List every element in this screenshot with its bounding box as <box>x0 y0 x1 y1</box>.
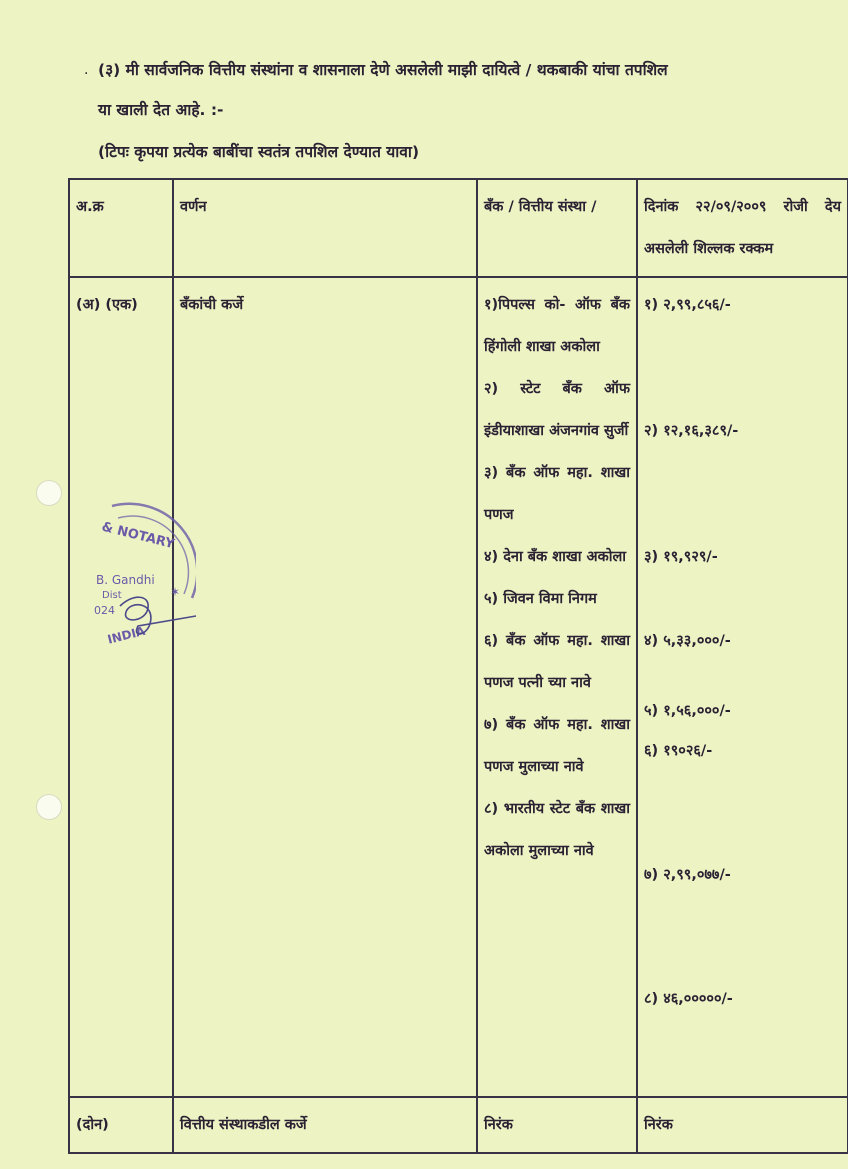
stamp-text-dist: Dist <box>102 590 122 601</box>
punch-hole <box>36 794 62 820</box>
table-header-row <box>69 179 848 277</box>
row-serial: (अ) (एक) <box>69 277 173 1097</box>
section-note: (टिपः कृपया प्रत्येक बाबींचा स्वतंत्र तपशिल देण्यात यावा) <box>98 143 420 161</box>
amount-entry: २) १२,१६,३८९/- <box>644 423 739 439</box>
table-row <box>69 277 848 1097</box>
amount-entry: १) २,९९,८५६/- <box>644 297 731 313</box>
row-description: वित्तीय संस्थाकडील कर्जे <box>173 1097 477 1153</box>
stamp-text-bottom: INDIA <box>106 623 147 647</box>
row-bank: निरंक <box>477 1097 637 1153</box>
bank-entry: २) स्टेट बँक ऑफ इंडीयाशाखा अंजनगांव सुर्जी <box>484 381 630 439</box>
bullet-dot: · <box>84 66 89 82</box>
row-serial: (दोन) <box>69 1097 173 1153</box>
stamp-text-mid: B. Gandhi <box>96 573 155 587</box>
header-bank: बँक / वित्तीय संस्था / <box>477 179 637 277</box>
bank-entry: ५) जिवन विमा निगम <box>484 591 597 607</box>
notary-stamp <box>92 498 196 654</box>
bank-entry: ४) देना बँक शाखा अकोला <box>484 549 627 565</box>
amount-list-cell <box>637 277 848 1097</box>
amount-entry: ५) १,५६,०००/- <box>644 703 731 719</box>
punch-hole <box>36 480 62 506</box>
row-description: बँकांची कर्जे <box>173 277 477 1097</box>
amount-entry: ६) १९०२६/- <box>644 743 713 759</box>
bank-list-cell <box>477 277 637 1097</box>
stamp-star: ✶ <box>170 585 181 599</box>
amount-entry: ८) ४६,०००००/- <box>644 991 733 1007</box>
bank-entry: ३) बँक ऑफ महा. शाखा पणज <box>484 465 630 523</box>
stamp-text-num: 024 <box>94 604 115 617</box>
liabilities-table <box>68 178 848 1154</box>
stamp-text-top: & NOTARY <box>99 519 176 553</box>
bank-entry: ७) बँक ऑफ महा. शाखा पणज मुलाच्या नावे <box>484 717 630 775</box>
row-amount: निरंक <box>637 1097 848 1153</box>
header-serial: अ.क्र <box>69 179 173 277</box>
header-amount: दिनांक २२/०९/२००९ रोजी देय असलेली शिल्लक रक्कम <box>637 179 848 277</box>
bank-entry: १)पिपल्स को- ऑफ बँक हिंगोली शाखा अकोला <box>484 297 630 355</box>
amount-entry: ७) २,९९,०७७/- <box>644 867 731 883</box>
section-heading-line-1: (३) मी सार्वजनिक वित्तीय संस्थांना व शासनाला देणे असलेली माझी दायित्वे / थकबाकी यांचा तपशिल <box>98 61 668 79</box>
amount-entry: ३) १९,९२९/- <box>644 549 718 565</box>
table-row <box>69 1097 848 1153</box>
section-heading-line-2: या खाली देत आहे. :- <box>98 101 224 119</box>
bank-entry: ६) बँक ऑफ महा. शाखा पणज पत्नी च्या नावे <box>484 633 630 691</box>
bank-entry: ८) भारतीय स्टेट बँक शाखा अकोला मुलाच्या नावे <box>484 801 630 859</box>
header-description: वर्णन <box>173 179 477 277</box>
amount-entry: ४) ५,३३,०००/- <box>644 633 731 649</box>
